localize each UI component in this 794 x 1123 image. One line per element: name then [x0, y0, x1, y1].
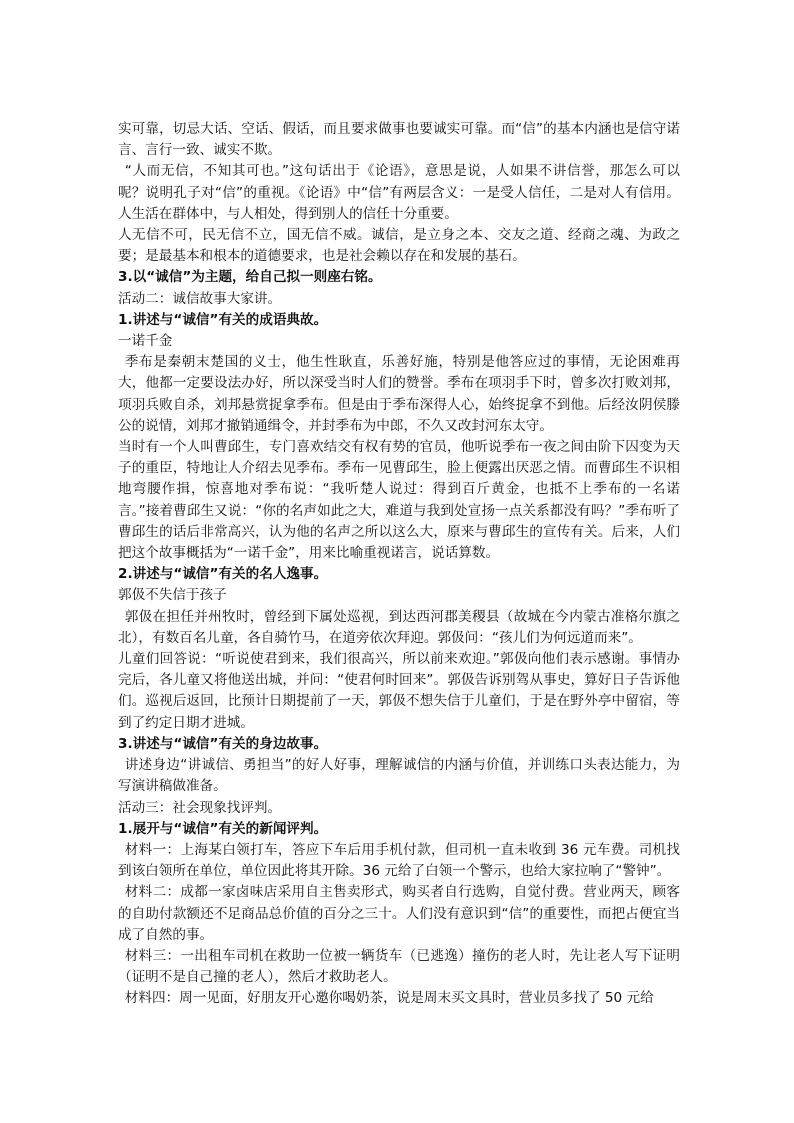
paragraph-guoji-promise: 儿童们回答说：“听说使君到来，我们很高兴，所以前来欢迎。”郭伋向他们表示感谢。事情办完后，各儿童又将他送出城，并问：“使君何时回来”。郭伋告诉别驾从事史，算好日子告诉他们。巡视后返回，比预计日期提前了一天，郭伋不想失信于儿童们，于是在野外亭中留宿，等到了约定日期才进城。	[118, 651, 680, 731]
task-idiom-story: 1.讲述与“诚信”有关的成语典故。	[118, 311, 328, 328]
material-three: 材料三：一出租车司机在救助一位被一辆货车（已逃逸）撞伤的老人时，先让老人写下证明（证明不是自己撞的老人），然后才救助老人。	[118, 947, 680, 986]
story-title-guoji: 郭伋不失信于孩子	[118, 587, 227, 604]
story-title-yinuoqianjin: 一诺千金	[118, 333, 173, 350]
material-one: 材料一：上海某白领打车，答应下车后用手机付款，但司机一直未收到 36 元车费。司机找到该白领所在单位，单位因此将其开除。36 元给了白领一个警示，也给大家拉响了“警钟”。	[118, 841, 680, 880]
document-page	[118, 119, 680, 1010]
paragraph-analects-quote: “人而无信，不知其可也。”这句话出于《论语》，意思是说，人如果不讲信誉，那怎么可以呢？说明孔子对“信”的重视。《论语》中“信”有两层含义：一是受人信任，二是对人有信用。人生活在群体中，与人相处，得到别人的信任十分重要。	[118, 163, 680, 222]
task-motto: 3.以“诚信”为主题，给自己拟一则座右铭。	[118, 269, 382, 286]
task-news-review: 1.展开与“诚信”有关的新闻评判。	[118, 820, 328, 837]
paragraph-guoji-visit: 郭伋在担任并州牧时，曾经到下属处巡视，到达西河郡美稷县（故城在今内蒙古准格尔旗之北），有数百名儿童，各自骑竹马，在道旁依次拜迎。郭伋问：“孩儿们为何远道而来”。	[118, 608, 680, 646]
task-local-story: 3.讲述与“诚信”有关的身边故事。	[118, 735, 328, 752]
paragraph-honesty-meaning: 实可靠，切忌大话、空话、假话，而且要求做事也要诚实可靠。而“信”的基本内涵也是信守诺言、言行一致、诚实不欺。	[118, 121, 680, 159]
paragraph-local-story-desc: 讲述身边“讲诚信、勇担当”的好人好事，理解诚信的内涵与价值，并训练口头表达能力，为写演讲稿做准备。	[118, 757, 680, 795]
task-celebrity-story: 2.讲述与“诚信”有关的名人逸事。	[118, 566, 328, 583]
paragraph-caoqiusheng-story: 当时有一个人叫曹邱生，专门喜欢结交有权有势的官员，他听说季布一夜之间由阶下囚变为天子的重臣，特地让人介绍去见季布。季布一见曹邱生，脸上便露出厌恶之情。而曹邱生不识相地弯腰作揖，惊喜地对季布说：“我听楚人说过：得到百斤黄金，也抵不上季布的一名诺言。”接着曹邱生又说：“你的名声如此之大，难道与我到处宣扬一点关系都没有吗？”季布听了曹邱生的话后非常高兴，认为他的名声之所以这么大，原来与曹邱生的宣传有关。后来，人们把这个故事概括为“一诺千金”，用来比喻重视诺言，说话算数。	[118, 439, 680, 562]
activity-two-heading: 活动二：诚信故事大家讲。	[118, 290, 282, 307]
material-four: 材料四：周一见面，好朋友开心邀你喝奶茶，说是周末买文具时，营业员多找了 50 元给	[124, 990, 654, 1007]
paragraph-jibu-story: 季布是秦朝末楚国的义士，他生性耿直，乐善好施，特别是他答应过的事情，无论困难再大，他都一定要设法办好，所以深受当时人们的赞誉。季布在项羽手下时，曾多次打败刘邦，项羽兵败自杀，刘邦悬赏捉拿季布。但是由于季布深得人心，始终捉拿不到他。后经汝阴侯滕公的说情，刘邦才撤销通缉令，并封季布为中郎，不久又改封河东太守。	[118, 354, 680, 434]
paragraph-trust-foundation: 人无信不可，民无信不立，国无信不威。诚信，是立身之本、交友之道、经商之魂、为政之要；是最基本和根本的道德要求，也是社会赖以存在和发展的基石。	[118, 227, 680, 265]
activity-three-heading: 活动三：社会现象找评判。	[118, 799, 282, 816]
material-two: 材料二：成都一家卤味店采用自主售卖形式，购买者自行选购，自觉付费。营业两天，顾客的自助付款额还不足商品总价值的百分之三十。人们没有意识到“信”的重要性，而把占便宜当成了自然的事。	[118, 884, 680, 943]
